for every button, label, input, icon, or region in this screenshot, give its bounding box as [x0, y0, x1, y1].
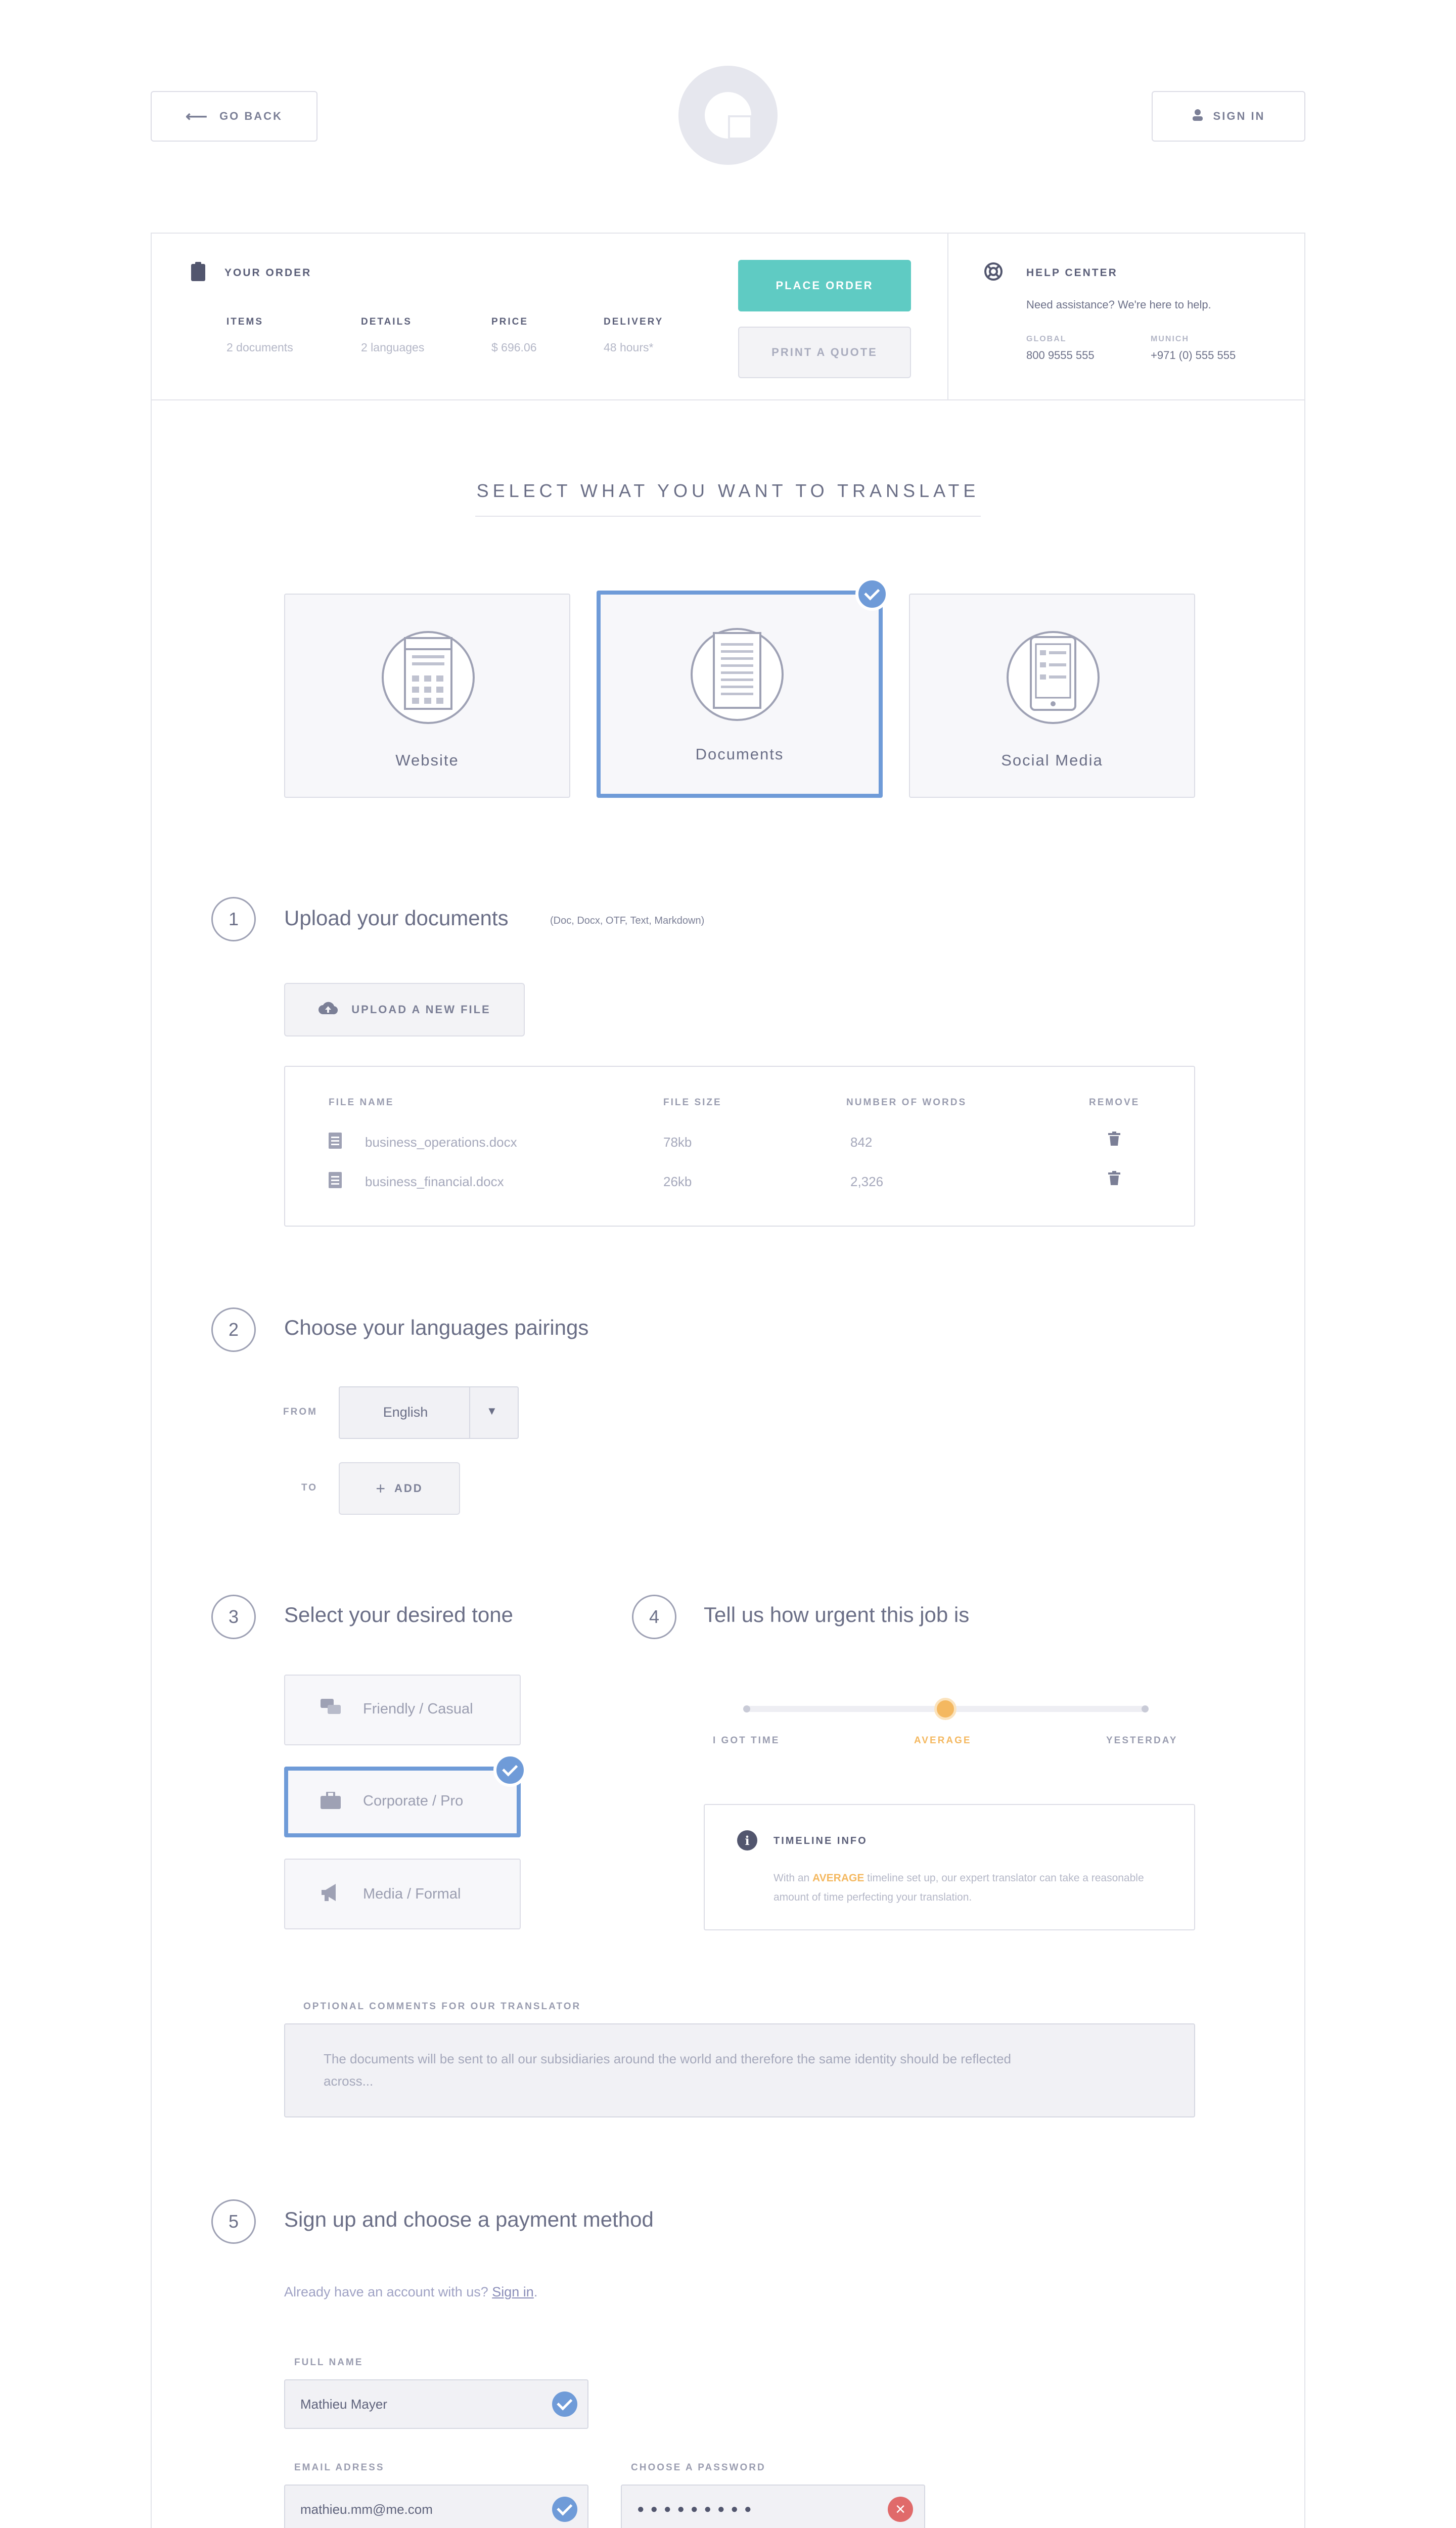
megaphone-icon — [321, 1884, 340, 1904]
tone-media-label: Media / Formal — [363, 1886, 461, 1902]
tone-corporate[interactable] — [284, 1767, 521, 1837]
website-icon — [379, 625, 478, 727]
arrow-left-icon: ⟵ — [186, 108, 208, 125]
lifebuoy-icon — [984, 262, 1003, 284]
timeline-info-title: TIMELINE INFO — [774, 1835, 868, 1846]
step-5-title: Sign up and choose a payment method — [284, 2207, 654, 2231]
comments-text: The documents will be sent to all our subsidiaries around the world and therefore the same identity should be reflected across... — [324, 2051, 1011, 2089]
user-icon — [1192, 109, 1203, 124]
price-label: PRICE — [491, 317, 529, 327]
step-1-number: 1 — [211, 897, 256, 941]
help-subtitle: Need assistance? We're here to help. — [1026, 298, 1211, 311]
timeline-info-box — [704, 1804, 1195, 1930]
order-title: YOUR ORDER — [224, 267, 312, 279]
step-4-number: 4 — [632, 1595, 676, 1639]
tone-corporate-label: Corporate / Pro — [363, 1793, 464, 1809]
table-row — [285, 1166, 1194, 1198]
slider-thumb[interactable] — [934, 1698, 957, 1720]
plus-icon: + — [376, 1479, 385, 1498]
munich-label: MUNICH — [1151, 335, 1189, 343]
email-label: EMAIL ADRESS — [294, 2462, 385, 2473]
step-2-number: 2 — [211, 1307, 256, 1352]
col-words: NUMBER OF WORDS — [846, 1097, 967, 1108]
step-3-number: 3 — [211, 1595, 256, 1639]
corporate-check-icon — [493, 1753, 527, 1787]
account-question: Already have an account with us? Sign in. — [284, 2284, 538, 2299]
from-language-value: English — [383, 1405, 428, 1420]
password-label: CHOOSE A PASSWORD — [631, 2462, 766, 2473]
help-title: HELP CENTER — [1026, 267, 1118, 279]
file-name: business_operations.docx — [365, 1135, 517, 1150]
documents-check-icon — [855, 577, 889, 611]
chat-icon — [321, 1699, 341, 1720]
trash-icon[interactable] — [1108, 1171, 1120, 1188]
urgency-slider[interactable] — [746, 1706, 1145, 1712]
col-remove: REMOVE — [1089, 1097, 1140, 1108]
urgency-option-high[interactable]: YESTERDAY — [1106, 1735, 1178, 1746]
details-label: DETAILS — [361, 317, 412, 327]
tile-documents-label: Documents — [695, 745, 784, 763]
delivery-value: 48 hours* — [604, 341, 654, 354]
document-icon — [688, 622, 787, 724]
select-title: SELECT WHAT YOU WANT TO TRANSLATE — [476, 480, 980, 501]
clipboard-icon — [191, 262, 205, 284]
divider — [947, 234, 948, 400]
step-2-title: Choose your languages pairings — [284, 1316, 589, 1339]
order-card — [151, 233, 1305, 2528]
slider-stop — [743, 1705, 750, 1712]
comments-textarea[interactable] — [284, 2023, 1195, 2117]
file-words: 2,326 — [850, 1174, 884, 1189]
tile-social-media-label: Social Media — [1001, 751, 1103, 769]
password-field[interactable]: ●●●●●●●●● — [621, 2485, 925, 2528]
files-table — [284, 1066, 1195, 1227]
global-phone[interactable]: 800 9555 555 — [1026, 349, 1095, 362]
go-back-button[interactable]: ⟵ GO BACK — [151, 91, 317, 142]
chevron-down-icon: ▼ — [486, 1405, 497, 1417]
from-language-select[interactable] — [339, 1386, 519, 1439]
info-icon: i — [737, 1830, 757, 1850]
email-valid-icon — [552, 2497, 577, 2522]
cloud-upload-icon — [318, 1001, 338, 1018]
urgency-option-average[interactable]: AVERAGE — [914, 1735, 972, 1746]
delivery-label: DELIVERY — [604, 317, 664, 327]
logo — [677, 65, 779, 166]
sign-in-link[interactable]: Sign in — [492, 2284, 534, 2299]
order-summary — [152, 234, 1304, 400]
full-name-label: FULL NAME — [294, 2357, 363, 2368]
col-file-size: FILE SIZE — [663, 1097, 722, 1108]
tone-friendly[interactable] — [284, 1675, 521, 1745]
slider-stop — [1142, 1705, 1149, 1712]
email-field[interactable]: mathieu.mm@me.com — [284, 2485, 588, 2528]
tile-website[interactable] — [284, 594, 570, 798]
full-name-field[interactable]: Mathieu Mayer — [284, 2379, 588, 2429]
file-size: 78kb — [663, 1135, 692, 1150]
tone-friendly-label: Friendly / Casual — [363, 1701, 473, 1717]
file-icon — [329, 1172, 342, 1191]
tile-documents[interactable] — [597, 591, 883, 798]
step-3-title: Select your desired tone — [284, 1603, 513, 1627]
print-quote-button-top[interactable]: PRINT A QUOTE — [738, 327, 911, 378]
full-name-valid-icon — [552, 2391, 577, 2417]
from-label: FROM — [283, 1407, 317, 1417]
briefcase-icon — [321, 1792, 341, 1812]
file-name: business_financial.docx — [365, 1174, 504, 1189]
sign-in-button[interactable]: SIGN IN — [1152, 91, 1305, 142]
step-5-number: 5 — [211, 2199, 256, 2244]
tile-social-media[interactable] — [909, 594, 1195, 798]
select-divider — [469, 1387, 470, 1438]
price-value: $ 696.06 — [491, 341, 537, 354]
urgency-option-low[interactable]: I GOT TIME — [713, 1735, 780, 1746]
tablet-icon — [1004, 625, 1103, 727]
step-1-title: Upload your documents — [284, 906, 509, 930]
trash-icon[interactable] — [1108, 1132, 1120, 1148]
file-icon — [329, 1133, 342, 1151]
step-4-title: Tell us how urgent this job is — [704, 1603, 970, 1627]
details-value: 2 languages — [361, 341, 425, 354]
munich-phone[interactable]: +971 (0) 555 555 — [1151, 349, 1236, 362]
items-label: ITEMS — [226, 317, 264, 327]
file-size: 26kb — [663, 1174, 692, 1189]
tile-website-label: Website — [395, 751, 459, 769]
col-file-name: FILE NAME — [329, 1097, 394, 1108]
upload-file-button[interactable]: UPLOAD A NEW FILE — [284, 983, 525, 1036]
step-1-formats: (Doc, Docx, OTF, Text, Markdown) — [550, 915, 705, 926]
comments-label: OPTIONAL COMMENTS FOR OUR TRANSLATOR — [303, 2001, 581, 2012]
global-label: GLOBAL — [1026, 335, 1067, 343]
items-value: 2 documents — [226, 341, 293, 354]
to-label: TO — [301, 1482, 318, 1493]
place-order-button-top[interactable]: PLACE ORDER — [738, 260, 911, 311]
tone-media[interactable] — [284, 1859, 521, 1929]
file-words: 842 — [850, 1135, 873, 1150]
timeline-info-text: With an AVERAGE timeline set up, our expert translator can take a reasonable amount of time perfecting your translation. — [774, 1872, 1144, 1903]
add-language-button[interactable]: + ADD — [339, 1462, 460, 1515]
title-underline — [475, 516, 981, 517]
table-row — [285, 1126, 1194, 1159]
password-error-icon: × — [888, 2497, 913, 2522]
